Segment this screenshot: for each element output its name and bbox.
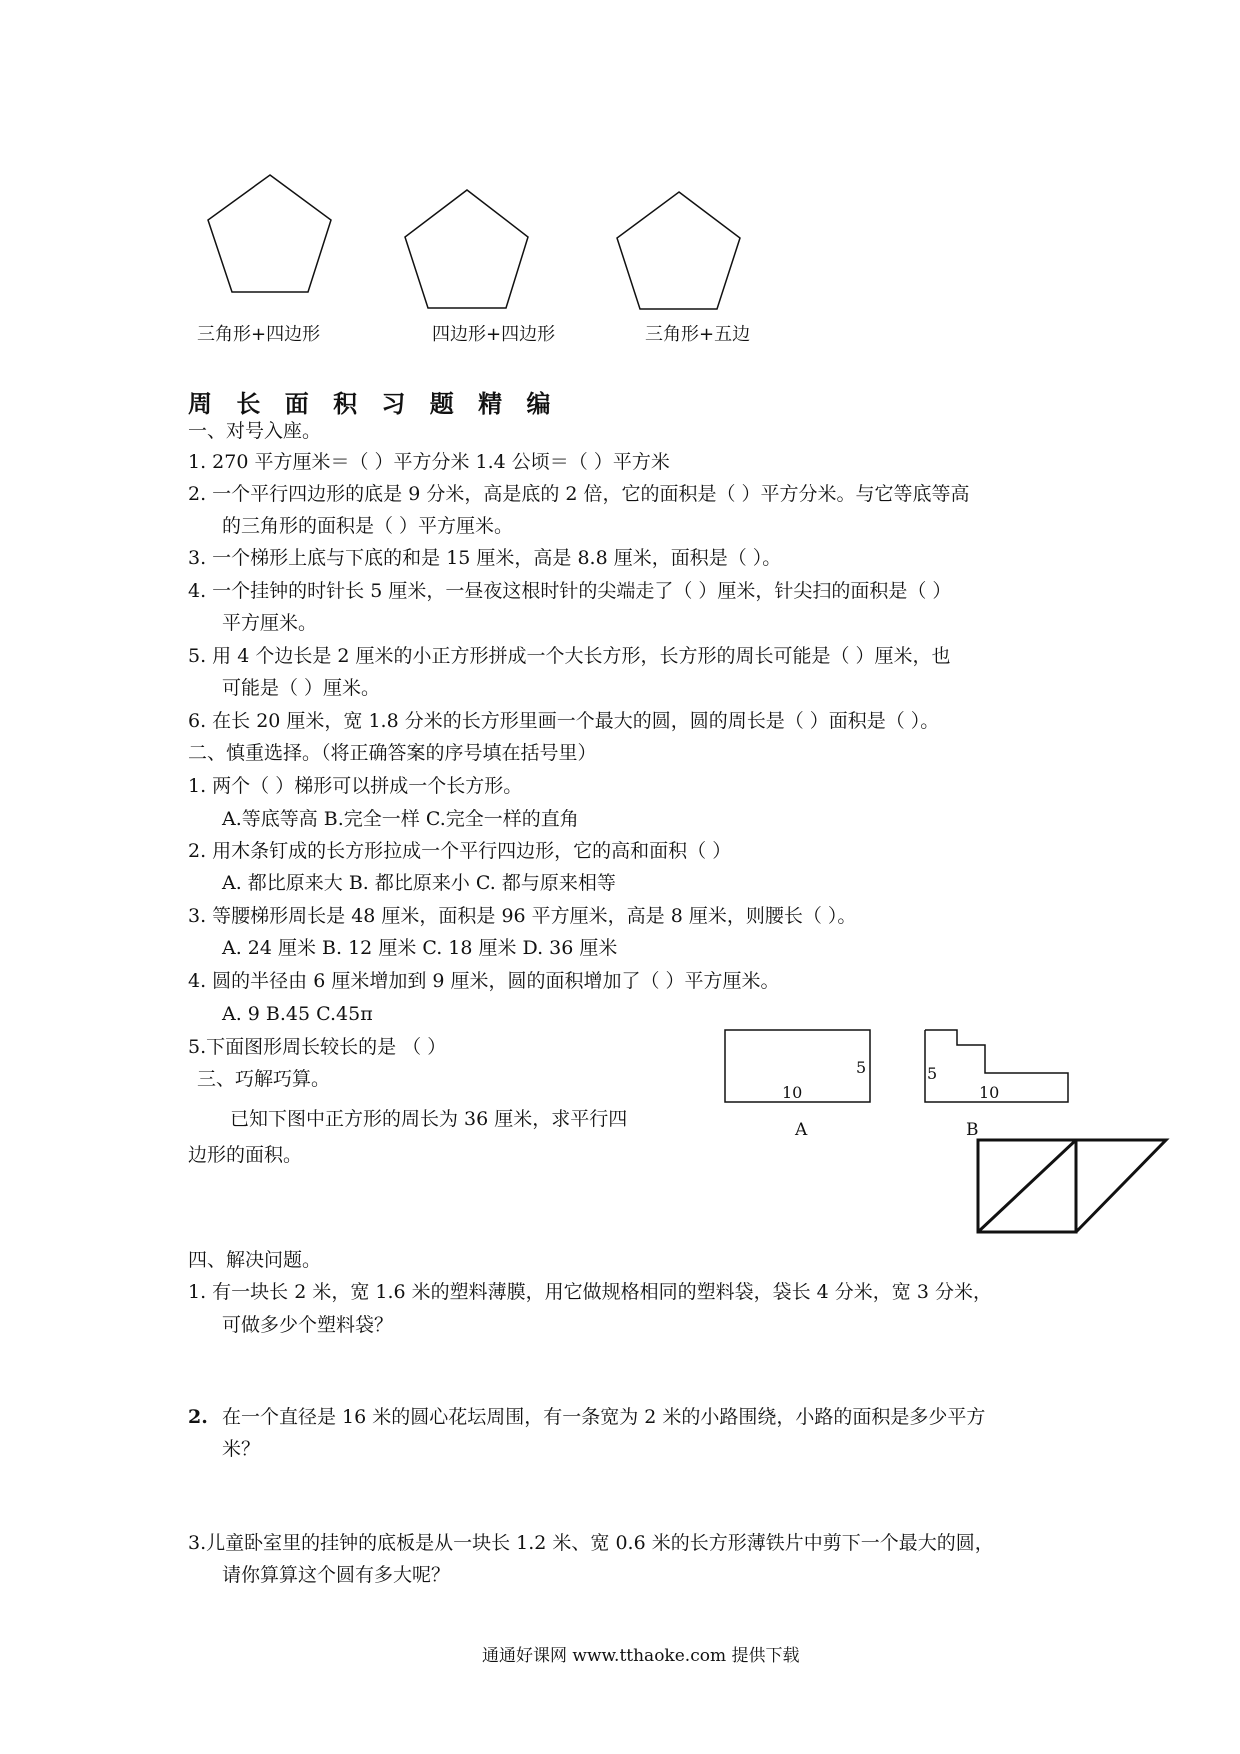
- s3-problem-cont: 边形的面积。: [188, 1144, 303, 1166]
- s4-q3-cont: 请你算算这个圆有多大呢？: [222, 1564, 451, 1586]
- s2-q3: 3. 等腰梯形周长是 48 厘米，面积是 96 平方厘米，高是 8 厘米，则腰长（ ）。: [188, 905, 857, 927]
- s2-q2-options: A. 都比原来大 B. 都比原来小 C. 都与原来相等: [222, 872, 616, 894]
- page-footer: 通通好课网 www.tthaoke.com 提供下载: [482, 1646, 800, 1666]
- figure-b-label: B: [966, 1120, 979, 1140]
- s1-q6: 6. 在长 20 厘米，宽 1.8 分米的长方形里画一个最大的圆，圆的周长是（ ）面积是（ ）。: [188, 710, 940, 732]
- s3-problem: 已知下图中正方形的周长为 36 厘米，求平行四: [230, 1108, 628, 1130]
- pentagon-caption-1: 三角形+四边形: [197, 324, 321, 345]
- s4-q2: 在一个直径是 16 米的圆心花坛周围，有一条宽为 2 米的小路围绕，小路的面积是多少平方: [222, 1406, 986, 1428]
- figure-a-side-dim: 5: [856, 1058, 867, 1077]
- s1-q2: 2. 一个平行四边形的底是 9 分米，高是底的 2 倍，它的面积是（ ）平方分米。与它等底等高: [188, 483, 970, 505]
- s1-q4-cont: 平方厘米。: [222, 612, 318, 634]
- s2-q3-options: A. 24 厘米 B. 12 厘米 C. 18 厘米 D. 36 厘米: [222, 937, 618, 959]
- s2-q5: 5.下面图形周长较长的是 （ ）: [188, 1036, 447, 1058]
- s1-q2-cont: 的三角形的面积是（ ）平方厘米。: [222, 515, 514, 537]
- s1-q5: 5. 用 4 个边长是 2 厘米的小正方形拼成一个大长方形，长方形的周长可能是（ ）厘米，也: [188, 645, 951, 667]
- section1-heading: 一、对号入座。: [188, 420, 322, 442]
- pentagon-caption-3: 三角形+五边: [645, 324, 751, 345]
- section2-heading: 二、慎重选择。（将正确答案的序号填在括号里）: [188, 742, 597, 764]
- s1-q3: 3. 一个梯形上底与下底的和是 15 厘米，高是 8.8 厘米，面积是（ ）。: [188, 547, 782, 569]
- s2-q1: 1. 两个（ ）梯形可以拼成一个长方形。: [188, 775, 523, 797]
- figure-b-side-dim: 5: [927, 1064, 938, 1083]
- figure-b-bottom-dim: 10: [979, 1083, 1000, 1102]
- s4-q2-cont: 米？: [222, 1438, 261, 1460]
- s1-q1: 1. 270 平方厘米＝（ ）平方分米 1.4 公顷＝（ ）平方米: [188, 451, 670, 473]
- section4-heading: 四、解决问题。: [188, 1249, 322, 1271]
- section3-heading: 三、巧解巧算。: [197, 1068, 331, 1090]
- s4-q1: 1. 有一块长 2 米，宽 1.6 米的塑料薄膜，用它做规格相同的塑料袋，袋长 4 分米，宽 3 分米，: [188, 1281, 992, 1303]
- s1-q4: 4. 一个挂钟的时针长 5 厘米，一昼夜这根时针的尖端走了（ ）厘米，针尖扫的面积是（ ）: [188, 580, 952, 602]
- s4-q2-number: 2.: [188, 1406, 208, 1428]
- s4-q1-cont: 可做多少个塑料袋？: [222, 1314, 394, 1336]
- pentagon-caption-2: 四边形+四边形: [432, 324, 556, 345]
- figure-a-bottom-dim: 10: [782, 1083, 803, 1102]
- s4-q3: 3.儿童卧室里的挂钟的底板是从一块长 1.2 米、宽 0.6 米的长方形薄铁片中剪下一个最大的圆，: [188, 1532, 994, 1554]
- s2-q4-options: A. 9 B.45 C.45π: [222, 1003, 373, 1025]
- s2-q2: 2. 用木条钉成的长方形拉成一个平行四边形，它的高和面积（ ）: [188, 840, 732, 862]
- s2-q1-options: A.等底等高 B.完全一样 C.完全一样的直角: [222, 808, 579, 830]
- figure-a-label: A: [795, 1120, 808, 1140]
- s1-q5-cont: 可能是（ ）厘米。: [222, 677, 381, 699]
- s2-q4: 4. 圆的半径由 6 厘米增加到 9 厘米，圆的面积增加了（ ）平方厘米。: [188, 970, 780, 992]
- page-title: 周 长 面 积 习 题 精 编: [188, 390, 559, 418]
